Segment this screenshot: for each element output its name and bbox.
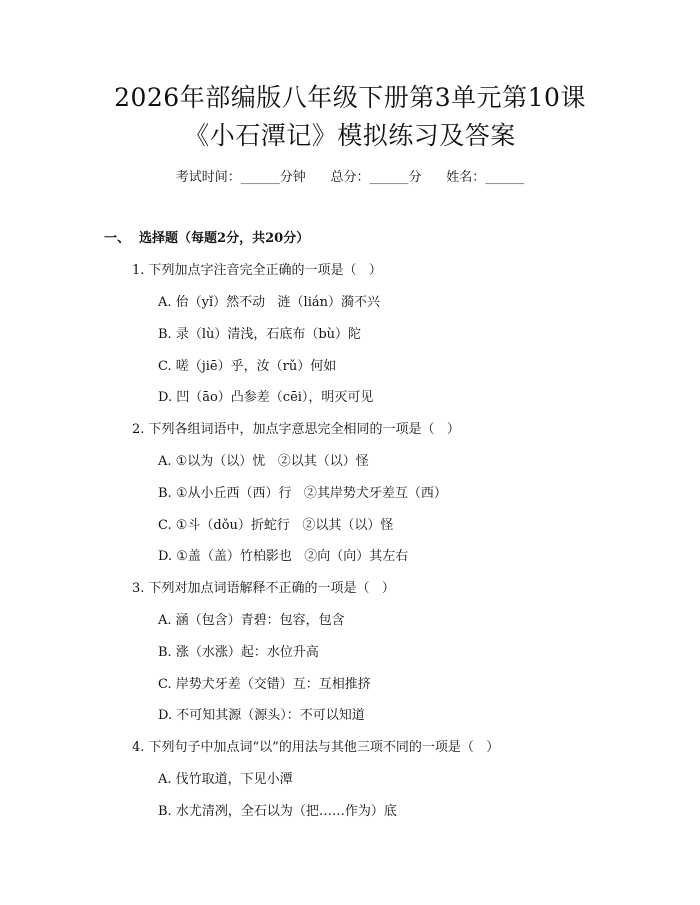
question-2-option-c: C. ①斗（dǒu）折蛇行 ②以其（以）怪 — [158, 518, 394, 533]
document-title-line-2: 《小石潭记》模拟练习及答案 — [184, 121, 516, 150]
question-2-option-a: A. ①以为（以）忧 ②以其（以）怪 — [158, 454, 369, 469]
question-1-stem: 1. 下列加点字注音完全正确的一项是（ ） — [132, 263, 382, 278]
question-3-option-b: B. 涨（水涨）起：水位升高 — [158, 645, 319, 660]
question-1-option-a: A. 佁（yǐ）然不动 涟（lián）漪不兴 — [158, 295, 380, 310]
question-1-option-b: B. 录（lù）清浅，石底布（bù）陀 — [158, 327, 362, 342]
question-1-option-d: D. 凹（āo）凸参差（cēi），明灭可见 — [158, 390, 374, 405]
question-2-stem: 2. 下列各组词语中，加点字意思完全相同的一项是（ ） — [132, 422, 460, 437]
question-4-stem: 4. 下列句子中加点词“以”的用法与其他三项不同的一项是（ ） — [132, 740, 500, 755]
question-4-option-a: A. 伐竹取道，下见小潭 — [158, 772, 293, 787]
question-3-option-d: D. 不可知其源（源头）：不可以知道 — [158, 708, 365, 723]
section-heading: 一、 选择题（每题2分，共20分） — [104, 231, 310, 246]
exam-info-line: 考试时间：______分钟 总分：______分 姓名：______ — [175, 170, 525, 185]
question-3-stem: 3. 下列对加点词语解释不正确的一项是（ ） — [132, 581, 395, 596]
question-2-option-b: B. ①从小丘西（西）行 ②其岸势犬牙差互（西） — [158, 486, 447, 501]
document-title-line-1: 2026年部编版八年级下册第3单元第10课 — [114, 83, 586, 112]
question-1-option-c: C. 嗟（jiē）乎，汝（rǔ）何如 — [158, 359, 337, 374]
question-3-option-a: A. 涵（包含）青碧：包容，包含 — [158, 613, 345, 628]
question-4-option-b: B. 水尤清冽，全石以为（把……作为）底 — [158, 804, 397, 819]
question-3-option-c: C. 岸势犬牙差（交错）互：互相推挤 — [158, 677, 371, 692]
question-2-option-d: D. ①盖（盖）竹柏影也 ②向（向）其左右 — [158, 549, 409, 564]
